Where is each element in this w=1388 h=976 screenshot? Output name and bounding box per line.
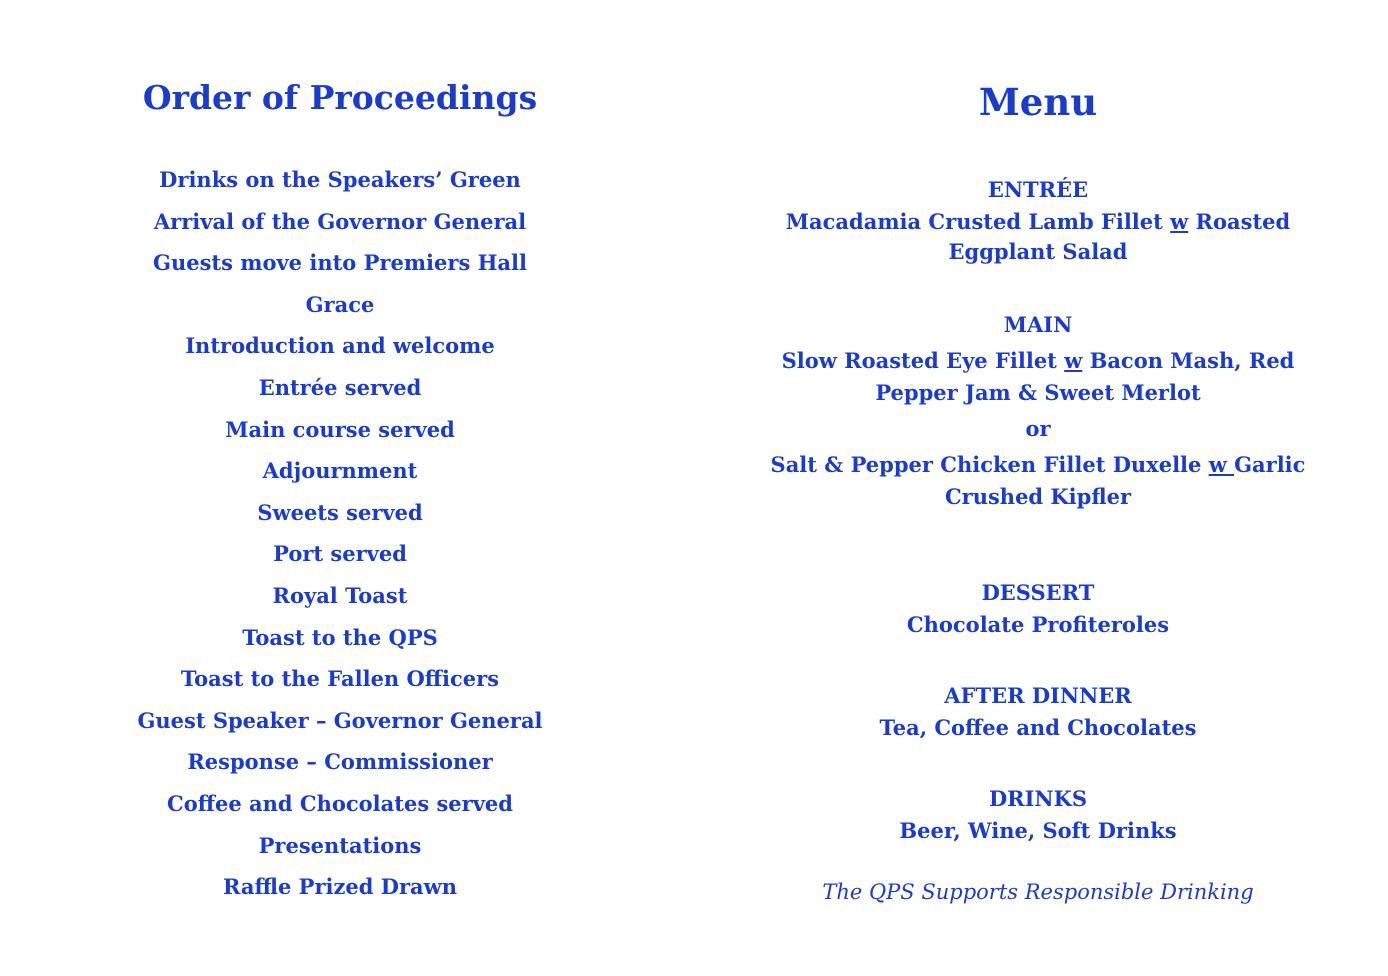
proceedings-title: Order of Proceedings <box>142 78 538 117</box>
main-heading: MAIN <box>1003 312 1073 337</box>
entree-text-a: Macadamia Crusted Lamb Fillet <box>785 209 1171 234</box>
responsible-drinking-note: The QPS Supports Responsible Drinking <box>822 880 1254 904</box>
main-option-1-text-b: Bacon Mash, Red <box>1082 348 1295 373</box>
entree-heading: ENTRÉE <box>987 177 1089 202</box>
proceedings-item: Introduction and welcome <box>185 333 495 359</box>
entree-with: w <box>1170 209 1189 234</box>
proceedings-item: Royal Toast <box>272 582 408 608</box>
main-option-2-line-1 <box>760 449 1316 481</box>
entree-line-1 <box>760 206 1316 238</box>
main-option-1-line-1 <box>760 345 1316 377</box>
proceedings-item: Main course served <box>225 416 455 442</box>
main-or: or <box>1025 416 1051 441</box>
proceedings-item: Sweets served <box>257 499 423 525</box>
entree-line-2: Eggplant Salad <box>948 239 1128 264</box>
proceedings-item: Coffee and Chocolates served <box>167 790 513 816</box>
dessert-item: Chocolate Profiteroles <box>906 612 1170 637</box>
main-option-1-with: w <box>1064 348 1083 373</box>
after-dinner-section <box>760 680 1316 744</box>
menu-title: Menu <box>978 80 1098 124</box>
main-option-2-text-a: Salt & Pepper Chicken Fillet Duxelle <box>770 452 1209 477</box>
entree-section <box>760 174 1316 268</box>
proceedings-item: Guests move into Premiers Hall <box>153 250 527 276</box>
entree-text-b: Roasted <box>1188 209 1291 234</box>
main-option-1-line-2: Pepper Jam & Sweet Merlot <box>875 380 1201 405</box>
after-dinner-item: Tea, Coffee and Chocolates <box>879 715 1197 740</box>
drinks-heading: DRINKS <box>988 786 1088 811</box>
proceedings-item: Presentations <box>258 832 422 858</box>
proceedings-list <box>60 164 620 913</box>
proceedings-item: Arrival of the Governor General <box>153 208 527 234</box>
main-option-1-text-a: Slow Roasted Eye Fillet <box>781 348 1065 373</box>
drinks-item: Beer, Wine, Soft Drinks <box>899 818 1177 843</box>
main-section <box>760 309 1316 513</box>
drinks-section <box>760 783 1316 847</box>
proceedings-item: Entrée served <box>258 374 422 400</box>
proceedings-item: Adjournment <box>262 458 418 484</box>
proceedings-item: Toast to the QPS <box>242 624 438 650</box>
proceedings-item: Port served <box>273 541 407 567</box>
proceedings-item: Guest Speaker – Governor General <box>137 707 543 733</box>
proceedings-item: Raffle Prized Drawn <box>222 874 457 900</box>
proceedings-item: Drinks on the Speakers’ Green <box>159 167 521 192</box>
main-option-2-line-2: Crushed Kipfler <box>944 484 1132 509</box>
main-option-2-with: w <box>1208 452 1235 477</box>
proceedings-item: Toast to the Fallen Officers <box>180 666 500 692</box>
proceedings-item: Grace <box>305 291 375 317</box>
dessert-heading: DESSERT <box>981 580 1095 605</box>
proceedings-item: Response – Commissioner <box>187 749 493 775</box>
dessert-section <box>760 577 1316 641</box>
after-dinner-heading: AFTER DINNER <box>944 683 1132 708</box>
main-option-2-text-b: Garlic <box>1234 452 1306 477</box>
